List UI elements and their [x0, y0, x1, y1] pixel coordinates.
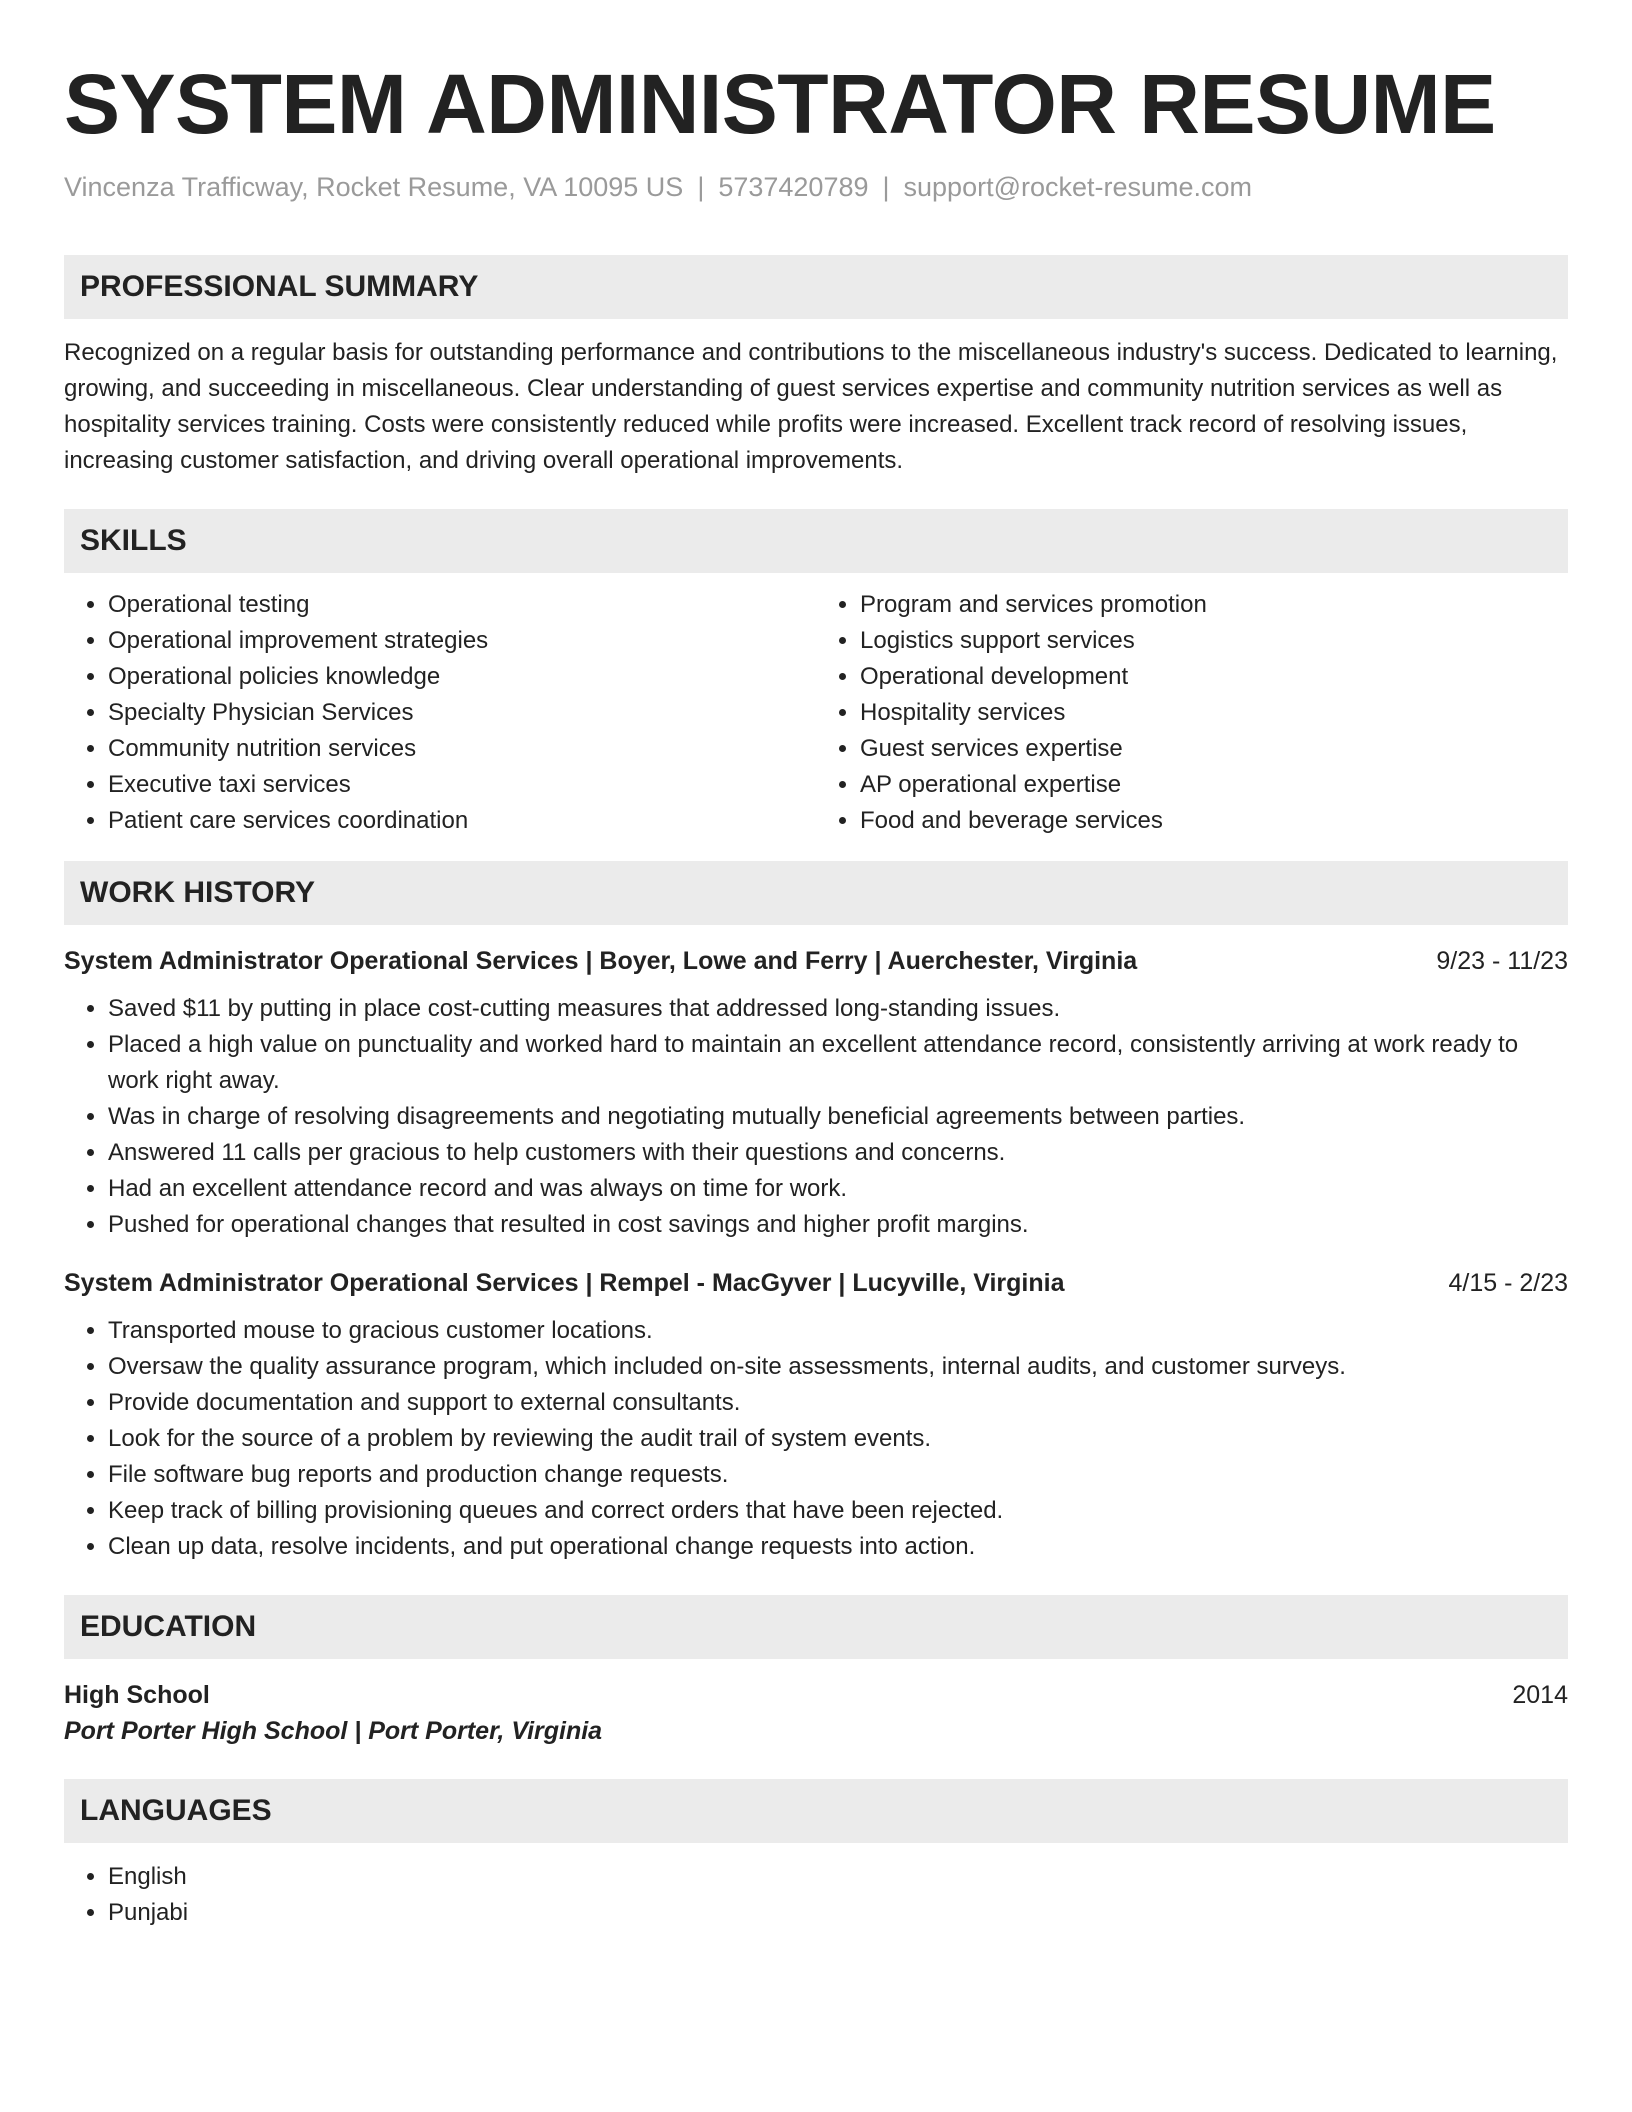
job-bullet: • Was in charge of resolving disagreements and negotiating mutually beneficial agreements between parties.: [108, 1099, 1568, 1135]
skill-item: • Hospitality services: [860, 695, 1568, 731]
skill-item: • Food and beverage services: [860, 803, 1568, 839]
education-degree: High School: [64, 1681, 210, 1709]
skill-item: • Patient care services coordination: [108, 803, 816, 839]
job-header: [64, 1265, 1568, 1301]
skill-item: • Logistics support services: [860, 623, 1568, 659]
job-bullet: • Answered 11 calls per gracious to help customers with their questions and concerns.: [108, 1135, 1568, 1171]
education-school: Port Porter High School | Port Porter, Virginia: [64, 1717, 603, 1745]
job-bullet: • File software bug reports and production change requests.: [108, 1457, 1568, 1493]
job-bullet: • Had an excellent attendance record and was always on time for work.: [108, 1171, 1568, 1207]
skills-list-right: [816, 587, 1568, 839]
skills-heading: SKILLS: [64, 509, 1568, 573]
education-heading: EDUCATION: [64, 1595, 1568, 1659]
job-title: System Administrator Operational Services | Rempel - MacGyver | Lucyville, Virginia: [64, 1269, 1065, 1297]
job-bullet: • Oversaw the quality assurance program, which included on-site assessments, internal audits, and customer surveys.: [108, 1349, 1568, 1385]
job-bullet: • Transported mouse to gracious customer locations.: [108, 1313, 1568, 1349]
skill-item: • Program and services promotion: [860, 587, 1568, 623]
languages-heading: LANGUAGES: [64, 1779, 1568, 1843]
languages-list: [64, 1859, 1568, 1931]
job-bullet: • Look for the source of a problem by reviewing the audit trail of system events.: [108, 1421, 1568, 1457]
job-bullet: • Placed a high value on punctuality and worked hard to maintain an excellent attendance record, consistently arriving at work ready to work right away.: [108, 1027, 1568, 1099]
contact-separator: |: [882, 172, 890, 202]
job-bullet: • Saved $11 by putting in place cost-cutting measures that addressed long-standing issues.: [108, 991, 1568, 1027]
skill-item: • Operational development: [860, 659, 1568, 695]
skill-item: • Specialty Physician Services: [108, 695, 816, 731]
contact-phone: 5737420789: [718, 172, 869, 202]
summary-text: Recognized on a regular basis for outstanding performance and contributions to the miscellaneous industry's success. Dedicated to learning, growing, and succeeding in miscellaneous. Clear understanding of guest services expertise and community nutrition services as well as hospitality services training. Costs were consistently reduced while profits were increased. Excellent track record of resolving issues, increasing customer satisfaction, and driving overall operational improvements.: [64, 339, 1558, 474]
job-header: [64, 943, 1568, 979]
skill-item: • Executive taxi services: [108, 767, 816, 803]
skill-item: • Community nutrition services: [108, 731, 816, 767]
contact-address: Vincenza Trafficway, Rocket Resume, VA 10095 US: [64, 172, 684, 202]
summary-heading: PROFESSIONAL SUMMARY: [64, 255, 1568, 319]
job-dates: 9/23 - 11/23: [1436, 947, 1568, 975]
job-bullet: • Keep track of billing provisioning queues and correct orders that have been rejected.: [108, 1493, 1568, 1529]
job-bullet: • Clean up data, resolve incidents, and put operational change requests into action.: [108, 1529, 1568, 1565]
skills-columns: [64, 587, 1568, 839]
job-dates: 4/15 - 2/23: [1448, 1269, 1568, 1297]
education-header: [64, 1677, 1568, 1713]
job-bullet: • Provide documentation and support to external consultants.: [108, 1385, 1568, 1421]
work-history-heading: WORK HISTORY: [64, 861, 1568, 925]
contact-line: [64, 172, 1568, 203]
job-title: System Administrator Operational Services | Boyer, Lowe and Ferry | Auerchester, Virginia: [64, 947, 1138, 975]
job-bullet: • Pushed for operational changes that resulted in cost savings and higher profit margins.: [108, 1207, 1568, 1243]
language-item: • Punjabi: [108, 1895, 1568, 1931]
education-year: 2014: [1512, 1681, 1568, 1709]
skills-list-left: [64, 587, 816, 839]
page-title: SYSTEM ADMINISTRATOR RESUME: [64, 57, 1496, 151]
skill-item: • Operational improvement strategies: [108, 623, 816, 659]
language-item: • English: [108, 1859, 1568, 1895]
skill-item: • Operational testing: [108, 587, 816, 623]
skill-item: • AP operational expertise: [860, 767, 1568, 803]
contact-email: support@rocket-resume.com: [903, 172, 1253, 202]
job-bullets: [64, 991, 1568, 1243]
skill-item: • Guest services expertise: [860, 731, 1568, 767]
skill-item: • Operational policies knowledge: [108, 659, 816, 695]
job-bullets: [64, 1313, 1568, 1565]
contact-separator: |: [697, 172, 705, 202]
